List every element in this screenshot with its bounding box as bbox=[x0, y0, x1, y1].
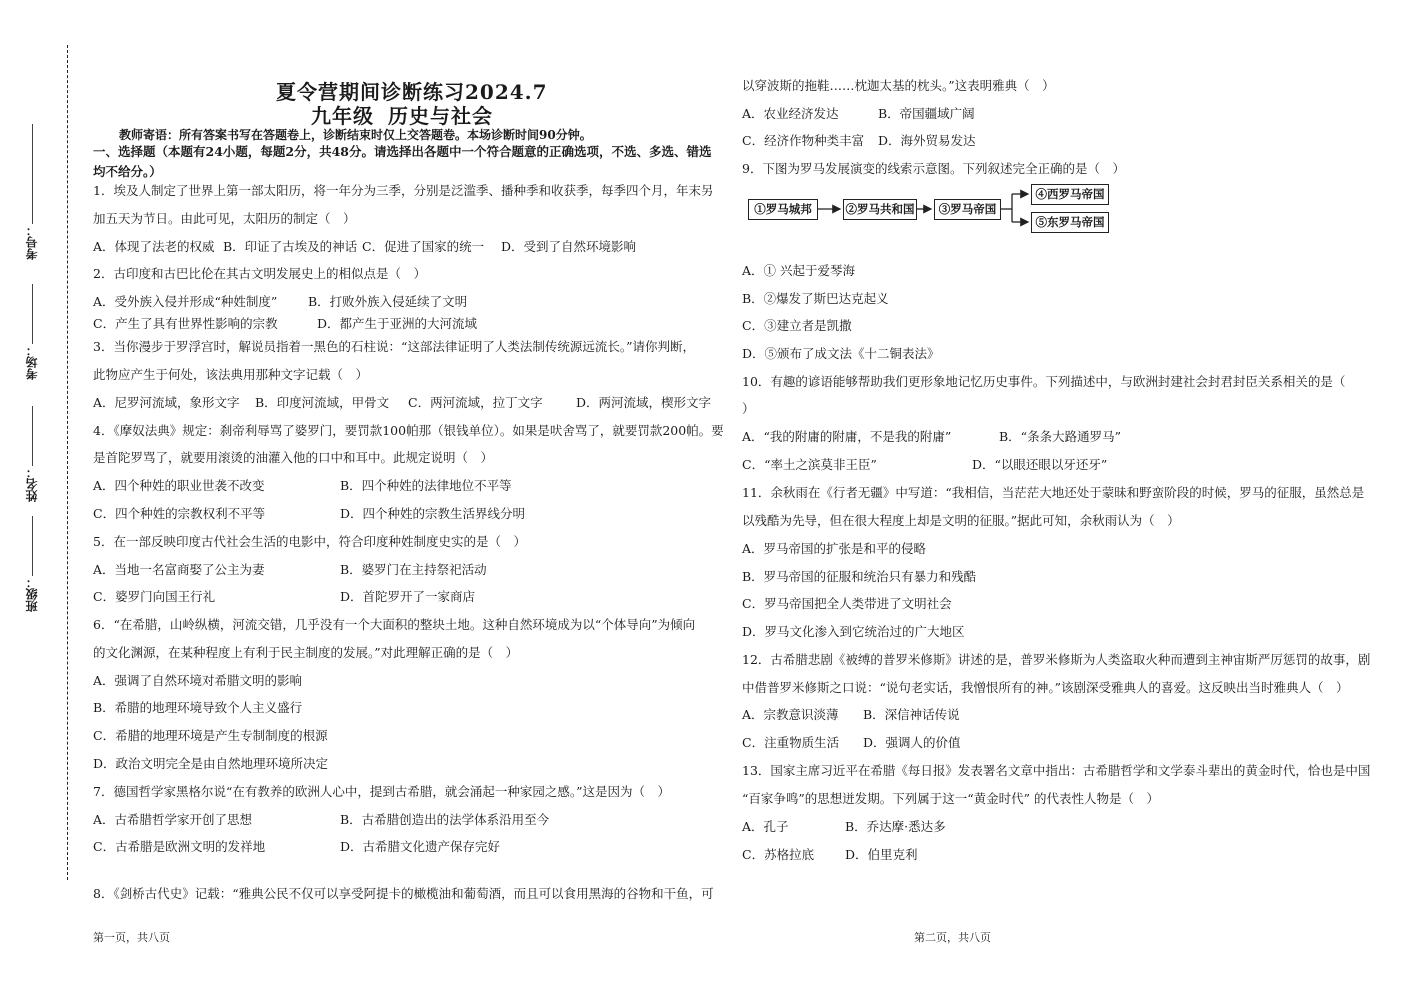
question-stem: 4．《摩奴法典》规定：刹帝利辱骂了婆罗门，要罚款100帕那（银钱单位）。如果是吠舍骂了，就要罚款200帕。要 bbox=[93, 423, 724, 438]
exam-room-field bbox=[26, 278, 38, 380]
option-b: B．婆罗门在主持祭祀活动 bbox=[340, 562, 487, 577]
option-b: B．印度河流域，甲骨文 bbox=[255, 395, 390, 410]
option-b: B．深信神话传说 bbox=[863, 707, 960, 722]
grade: 九年级 bbox=[311, 104, 374, 128]
option-d: D．“以眼还眼以牙还牙” bbox=[972, 457, 1108, 472]
rome-evolution-diagram bbox=[748, 183, 1118, 238]
option-d: D．受到了自然环境影响 bbox=[501, 239, 637, 254]
option-a: A．宗教意识淡薄 bbox=[742, 707, 839, 722]
option-b: B．希腊的地理环境导致个人主义盛行 bbox=[93, 700, 303, 715]
option-c: C．促进了国家的统一 bbox=[362, 239, 485, 254]
option-c: C．古希腊是欧洲文明的发祥地 bbox=[93, 839, 266, 854]
question-stem: 6．“在希腊，山岭纵横，河流交错，几乎没有一个大面积的整块土地。这种自然环境成为以“个体导向”为倾向 bbox=[93, 617, 696, 632]
exam-room-line bbox=[32, 284, 33, 344]
option-c: C．苏格拉底 bbox=[742, 847, 815, 862]
question-stem: 的文化渊源，在某种程度上有利于民主制度的发展。”对此理解正确的是（ ） bbox=[93, 645, 519, 660]
option-b: B．四个种姓的法律地位不平等 bbox=[340, 478, 512, 493]
option-c: C．注重物质生活 bbox=[742, 735, 840, 750]
option-a: A．四个种姓的职业世袭不改变 bbox=[93, 478, 265, 493]
option-c: C．经济作物种类丰富 bbox=[742, 133, 865, 148]
question-stem: 3．当你漫步于罗浮宫时，解说员指着一黑色的石柱说：“这部法律证明了人类法制传统源远流长。”请你判断， bbox=[93, 339, 695, 354]
option-c: C．四个种姓的宗教权利不平等 bbox=[93, 506, 266, 521]
option-c: C．产生了具有世界性影响的宗教 bbox=[93, 316, 278, 331]
option-c: C．希腊的地理环境是产生专制制度的根源 bbox=[93, 728, 328, 743]
option-b: B．帝国疆域广阔 bbox=[878, 106, 975, 121]
subject: 历史与社会 bbox=[388, 104, 493, 128]
question-stem: 以残酷为先导，但在很大程度上却是文明的征服。”据此可知，余秋雨认为（ ） bbox=[742, 513, 1180, 528]
class-field bbox=[26, 510, 38, 612]
class-label: 班级： bbox=[25, 576, 39, 612]
question-stem: 13．国家主席习近平在希腊《每日报》发表署名文章中指出：古希腊哲学和文学泰斗辈出的黄金时代，恰也是中国 bbox=[742, 763, 1371, 778]
option-c: C．“率土之滨莫非王臣” bbox=[742, 457, 877, 472]
option-a: A．古希腊哲学家开创了思想 bbox=[93, 812, 253, 827]
question-stem: 5．在一部反映印度古代社会生活的电影中，符合印度种姓制度史实的是（ ） bbox=[93, 534, 526, 549]
box-roman-city-state: ①罗马城邦 bbox=[748, 199, 818, 220]
option-d: D．首陀罗开了一家商店 bbox=[340, 589, 476, 604]
option-a: A．尼罗河流域，象形文字 bbox=[93, 395, 240, 410]
question-stem: 此物应产生于何处，该法典用那种文字记载（ ） bbox=[93, 367, 369, 382]
box-eastern-roman-empire: ⑤东罗马帝国 bbox=[1031, 212, 1109, 233]
option-a: A．受外族入侵并形成“种姓制度” bbox=[93, 294, 278, 309]
question-stem: 7．德国哲学家黑格尔说“在有教养的欧洲人心中，提到古希腊，就会涌起一种家园之感。”这是因为（ ） bbox=[93, 784, 670, 799]
option-d: D．罗马文化渗入到它统治过的广大地区 bbox=[742, 624, 965, 639]
question-stem: 中借普罗米修斯之口说：“说句老实话，我憎恨所有的神。”该剧深受雅典人的喜爱。这反映出当时雅典人（ ） bbox=[742, 680, 1349, 695]
option-a: A．罗马帝国的扩张是和平的侵略 bbox=[742, 541, 927, 556]
option-c: C．两河流域，拉丁文字 bbox=[408, 395, 543, 410]
question-stem: 1．埃及人制定了世界上第一部太阳历，将一年分为三季，分别是泛滥季、播种季和收获季，每季四个月，年末另 bbox=[93, 183, 714, 198]
question-stem: 12．古希腊悲剧《被缚的普罗米修斯》讲述的是，普罗米修斯为人类盗取火种而遭到主神宙斯严厉惩罚的故事，剧 bbox=[742, 652, 1371, 667]
question-stem: 2．古印度和古巴比伦在其古文明发展史上的相似点是（ ） bbox=[93, 266, 426, 281]
option-b: B．“条条大路通罗马” bbox=[999, 429, 1121, 444]
option-a: A．体现了法老的权威 bbox=[93, 239, 215, 254]
section-heading: 一、选择题（本题有24小题，每题2分，共48分。请选择出各题中一个符合题意的正确选项，不选、多选、错选均不给分。） bbox=[93, 144, 712, 179]
option-a: A．孔子 bbox=[742, 819, 789, 834]
option-c: C．③建立者是凯撒 bbox=[742, 318, 852, 333]
exam-title: 夏令营期间诊断练习2024.7 bbox=[276, 80, 548, 104]
question-stem: 以穿波斯的拖鞋……枕迦太基的枕头。”这表明雅典（ ） bbox=[742, 78, 1055, 93]
option-a: A．强调了自然环境对希腊文明的影响 bbox=[93, 673, 303, 688]
option-d: D．四个种姓的宗教生活界线分明 bbox=[340, 506, 526, 521]
question-stem: 8．《剑桥古代史》记载：“雅典公民不仅可以享受阿提卡的橄榄油和葡萄酒，而且可以食用黑海的谷物和干鱼，可 bbox=[93, 886, 714, 901]
exam-number-label: 考号： bbox=[25, 224, 39, 260]
option-d: D．⑤颁布了成文法《十二铜表法》 bbox=[742, 346, 940, 361]
option-d: D．都产生于亚洲的大河流域 bbox=[317, 316, 478, 331]
option-a: A．“我的附庸的附庸，不是我的附庸” bbox=[742, 429, 952, 444]
box-roman-empire: ③罗马帝国 bbox=[934, 199, 1001, 220]
option-b: B．乔达摩·悉达多 bbox=[845, 819, 946, 834]
question-stem: “百家争鸣”的思想迸发期。下列属于这一“黄金时代” 的代表性人物是（ ） bbox=[742, 791, 1160, 806]
question-stem: 加五天为节日。由此可见，太阳历的制定（ ） bbox=[93, 211, 356, 226]
question-stem: 9．下图为罗马发展演变的线索示意图。下列叙述完全正确的是（ ） bbox=[742, 161, 1125, 176]
option-c: C．婆罗门向国王行礼 bbox=[93, 589, 216, 604]
question-stem: 11．余秋雨在《行者无疆》中写道：“我相信，当茫茫大地还处于蒙昧和野蛮阶段的时候，罗马的征服，虽然总是 bbox=[742, 485, 1365, 500]
option-b: B．②爆发了斯巴达克起义 bbox=[742, 291, 889, 306]
option-b: B．古希腊创造出的法学体系沿用至今 bbox=[340, 812, 550, 827]
option-d: D．古希腊文化遗产保存完好 bbox=[340, 839, 501, 854]
teacher-note: 教师寄语：所有答案书写在答题卷上，诊断结束时仅上交答题卷。本场诊断时间90分钟。 bbox=[119, 128, 592, 142]
name-field bbox=[26, 400, 38, 502]
option-d: D．两河流域，楔形文字 bbox=[576, 395, 712, 410]
option-b: B．罗马帝国的征服和统治只有暴力和残酷 bbox=[742, 569, 977, 584]
box-roman-republic: ②罗马共和国 bbox=[843, 199, 917, 220]
option-b: B．印证了古埃及的神话 bbox=[223, 239, 358, 254]
option-d: D．伯里克利 bbox=[845, 847, 918, 862]
option-a: A．当地一名富商娶了公主为妻 bbox=[93, 562, 265, 577]
box-western-roman-empire: ④西罗马帝国 bbox=[1031, 184, 1109, 205]
option-d: D．强调人的价值 bbox=[863, 735, 961, 750]
binding-strip bbox=[0, 0, 80, 1000]
option-a: A．农业经济发达 bbox=[742, 106, 839, 121]
exam-number-field bbox=[26, 118, 38, 260]
page-footer: 第二页，共八页 bbox=[914, 931, 991, 944]
question-stem: 是首陀罗骂了，就要用滚烫的油灌入他的口中和耳中。此规定说明（ ） bbox=[93, 450, 494, 465]
option-d: D．海外贸易发达 bbox=[878, 133, 976, 148]
exam-subtitle bbox=[311, 100, 507, 129]
name-label: 姓名： bbox=[25, 466, 39, 502]
page-footer: 第一页，共八页 bbox=[93, 931, 170, 944]
class-line bbox=[32, 516, 33, 576]
option-d: D．政治文明完全是由自然地理环境所决定 bbox=[93, 756, 329, 771]
name-line bbox=[32, 406, 33, 466]
option-c: C．罗马帝国把全人类带进了文明社会 bbox=[742, 596, 952, 611]
question-stem: ） bbox=[742, 401, 755, 416]
exam-room-label: 考场： bbox=[25, 344, 39, 380]
exam-number-line bbox=[32, 124, 33, 224]
option-b: B．打败外族入侵延续了文明 bbox=[308, 294, 468, 309]
question-stem: 10．有趣的谚语能够帮助我们更形象地记忆历史事件。下列描述中，与欧洲封建社会封君封臣关系相关的是（ bbox=[742, 374, 1346, 389]
cut-line bbox=[67, 45, 68, 880]
option-a: A．① 兴起于爱琴海 bbox=[742, 263, 856, 278]
